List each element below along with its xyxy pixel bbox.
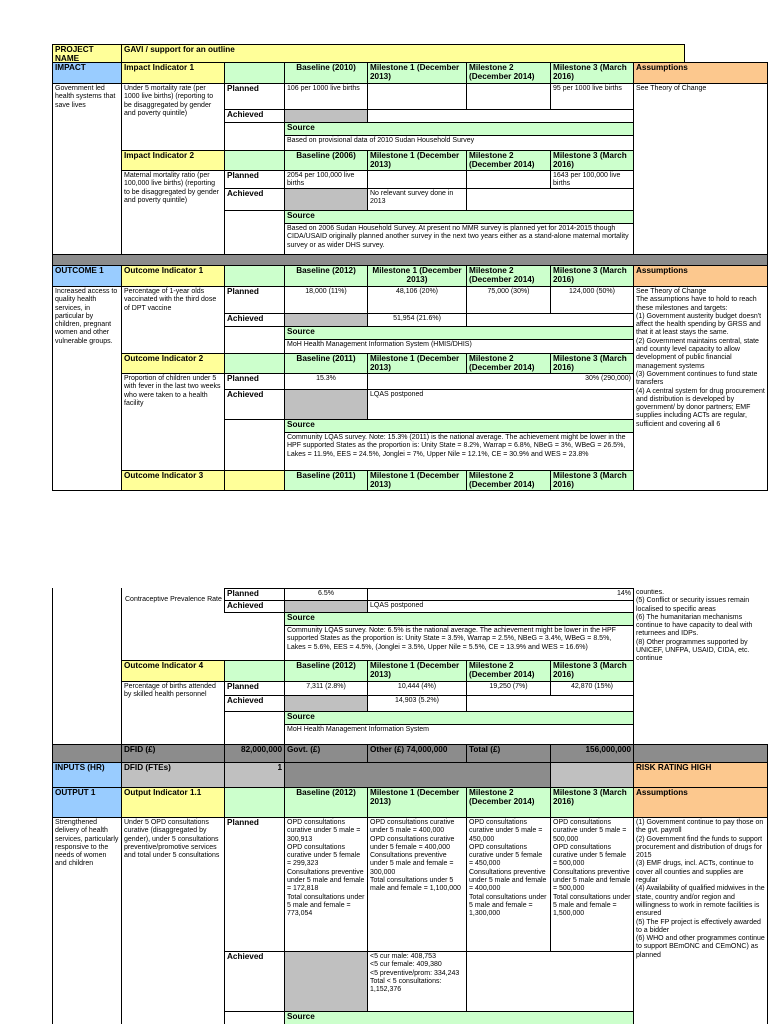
oi2-source-label: Source bbox=[284, 419, 634, 433]
assumptions-continued: counties. (5) Conflict or security issues remain localised to specific areas (6) The humanitarian mechanisms continue to have capacity to deal with returnees and IDPs. (8) Other programmes supported by UNICEF, UNFPA, USAID, CIDA, etc. continue bbox=[636, 589, 753, 663]
oi2-baseline: 15.3% bbox=[284, 373, 368, 390]
oi2-m1-achieved: LQAS postponed bbox=[367, 389, 634, 420]
oi1-header-m1: Milestone 1 (December 2013) bbox=[367, 265, 467, 287]
ii1-baseline: 106 per 1000 live births bbox=[284, 83, 368, 110]
output-label: OUTPUT 1 bbox=[52, 787, 122, 818]
cpr-m1-achieved: LQAS postponed bbox=[367, 600, 634, 613]
oi4-header-m2: Milestone 2 (December 2014) bbox=[466, 660, 551, 682]
col-line-a bbox=[121, 588, 122, 660]
govt-funding-label: Govt. (£) bbox=[284, 744, 368, 763]
outcome-statement: Increased access to quality health services, in particular by children, pregnant women and other vulnerable groups. bbox=[52, 286, 122, 491]
oi1-header-m3: Milestone 3 (March 2016) bbox=[550, 265, 634, 287]
ii1-m1 bbox=[367, 83, 467, 110]
oi1-planned-label: Planned bbox=[224, 286, 285, 314]
output-header-m2: Milestone 2 (December 2014) bbox=[466, 787, 551, 818]
oi4-header-m3: Milestone 3 (March 2016) bbox=[550, 660, 634, 682]
oi1-m2: 75,000 (30%) bbox=[466, 286, 551, 314]
impact-indicator-1-label: Impact Indicator 1 bbox=[121, 62, 225, 84]
output-source-blank bbox=[224, 1011, 285, 1024]
oi3-header-blank bbox=[224, 470, 285, 491]
oi1-m1-achieved: 51,954 (21.6%) bbox=[367, 313, 467, 327]
ii1-source-label: Source bbox=[284, 122, 634, 136]
impact-header-blank bbox=[224, 62, 285, 84]
ii1-achieved-baseline bbox=[284, 109, 368, 123]
ii2-header-baseline: Baseline (2006) bbox=[284, 150, 368, 171]
header-milestone-2: Milestone 2 (December 2014) bbox=[466, 62, 551, 84]
inputs-hr-label: INPUTS (HR) bbox=[52, 762, 122, 788]
output-header-m3: Milestone 3 (March 2016) bbox=[550, 787, 634, 818]
outcome-indicator-1-label: Outcome Indicator 1 bbox=[121, 265, 225, 287]
oi3-header-baseline: Baseline (2011) bbox=[284, 470, 368, 491]
oi2-header-m1: Milestone 1 (December 2013) bbox=[367, 353, 467, 374]
ii2-planned-label: Planned bbox=[224, 170, 285, 189]
funding-row-blank bbox=[52, 744, 122, 763]
ii1-achieved bbox=[367, 109, 634, 123]
project-name-value: GAVI / support for an outline bbox=[121, 44, 685, 63]
oi4-m1: 10,444 (4%) bbox=[367, 681, 467, 696]
funding-row-end bbox=[633, 744, 768, 763]
contraceptive-desc: Contraceptive Prevalence Rate bbox=[125, 596, 222, 603]
oi4-achieved-baseline bbox=[284, 695, 368, 712]
output-indicator-label: Output Indicator 1.1 bbox=[121, 787, 225, 818]
ii1-achieved-label: Achieved bbox=[224, 109, 285, 123]
output-assumptions-header: Assumptions bbox=[633, 787, 768, 818]
outcome-indicator-4-desc: Percentage of births attended by skilled health personnel bbox=[121, 681, 225, 745]
ii2-achieved-label: Achieved bbox=[224, 188, 285, 211]
output-achieved-label: Achieved bbox=[224, 951, 285, 1012]
oi4-planned-label: Planned bbox=[224, 681, 285, 696]
ii2-header-m1: Milestone 1 (December 2013) bbox=[367, 150, 467, 171]
oi4-m3: 42,870 (15%) bbox=[550, 681, 634, 696]
oi3-header-m1: Milestone 1 (December 2013) bbox=[367, 470, 467, 491]
ii1-planned-label: Planned bbox=[224, 83, 285, 110]
outcome-assumptions-header: Assumptions bbox=[633, 265, 768, 287]
oi2-planned-label: Planned bbox=[224, 373, 285, 390]
oi2-header-m3: Milestone 3 (March 2016) bbox=[550, 353, 634, 374]
ii2-m1 bbox=[367, 170, 467, 189]
output-baseline: OPD consultations curative under 5 male = 300,913 OPD consultations curative under 5 female = 299,323 Consultations preventive under 5 male and female = 172,818 Total consultations under 5 male and female = 773,054 bbox=[284, 817, 368, 952]
oi3-header-m3: Milestone 3 (March 2016) bbox=[550, 470, 634, 491]
impact-indicator-2-label: Impact Indicator 2 bbox=[121, 150, 225, 171]
ii2-header-m2: Milestone 2 (December 2014) bbox=[466, 150, 551, 171]
oi2-source-text: Community LQAS survey. Note: 15.3% (2011) is the national average. The achievement might be lower in the HPF supported States as the proportion is: Unity State = 8.2%, Warrap = 6.8%, NBeG = 3%, WBeG = 26.5%, Lakes = 11.9%, EES = 24.5%, Jonglei = 7%, Upper Nile = 12.1%, CE = 30.9% and WES = 23.8% bbox=[284, 432, 634, 471]
outcome-assumptions: See Theory of Change The assumptions have to hold to reach these milestones and targets: (1) Government austerity budget doesn't affect the health spending by GRSS and that it at least stays the same. (2) Government maintains central, state and county level capacity to allow development of public financial management systems (3) Government continues to fund state transfers (4) A central system for drug procurement and distribution is developed by government/ by donor partners; EMF supplies including ACTs are regular, sufficient and covering all 6 bbox=[633, 286, 768, 491]
output-statement: Strengthened delivery of health services, particularly responsive to the needs of women and children bbox=[52, 817, 122, 1024]
output-achieved-baseline bbox=[284, 951, 368, 1012]
oi2-achieved-baseline bbox=[284, 389, 368, 420]
oi1-m1: 48,106 (20%) bbox=[367, 286, 467, 314]
outcome-indicator-2-label: Outcome Indicator 2 bbox=[121, 353, 225, 374]
outcome-indicator-1-desc: Percentage of 1-year olds vaccinated with the third dose of DPT vaccine bbox=[121, 286, 225, 354]
dfid-funding-label: DFID (£) bbox=[121, 744, 225, 763]
impact-statement: Government led health systems that save lives bbox=[52, 83, 122, 255]
cpr-planned-label: Planned bbox=[224, 588, 285, 601]
total-funding-label: Total (£) bbox=[466, 744, 551, 763]
oi4-header-baseline: Baseline (2012) bbox=[284, 660, 368, 682]
ii1-source-text: Based on provisional data of 2010 Sudan Household Survey bbox=[284, 135, 634, 151]
dfid-funding-value: 82,000,000 bbox=[224, 744, 285, 763]
header-milestone-1: Milestone 1 (December 2013) bbox=[367, 62, 467, 84]
ii2-header-blank bbox=[224, 150, 285, 171]
header-assumptions: Assumptions bbox=[633, 62, 768, 84]
output-achieved-rest bbox=[466, 951, 634, 1012]
oi1-header-blank bbox=[224, 265, 285, 287]
impact-label: IMPACT bbox=[52, 62, 122, 84]
cpr-achieved-label: Achieved bbox=[224, 600, 285, 613]
oi1-achieved-baseline bbox=[284, 313, 368, 327]
oi4-header-blank bbox=[224, 660, 285, 682]
oi1-header-m2: Milestone 2 (December 2014) bbox=[466, 265, 551, 287]
ii2-m3: 1643 per 100,000 live births bbox=[550, 170, 634, 189]
oi2-m3: 30% (290,000) bbox=[367, 373, 634, 390]
outcome-indicator-2-desc: Proportion of children under 5 with fever in the last two weeks who were taken to a health facility bbox=[121, 373, 225, 471]
output-m3: OPD consultations curative under 5 male = 500,000 OPD consultations curative under 5 female = 500,000 Consultations preventive under 5 male and female = 500,000 Total consultations under 5 male and female = 1,500,000 bbox=[550, 817, 634, 952]
oi2-achieved-label: Achieved bbox=[224, 389, 285, 420]
oi4-baseline: 7,311 (2.8%) bbox=[284, 681, 368, 696]
inputs-row-blank bbox=[284, 762, 551, 788]
output-header-baseline: Baseline (2012) bbox=[284, 787, 368, 818]
dfid-ftes-label: DFID (FTEs) bbox=[121, 762, 225, 788]
total-funding-value: 156,000,000 bbox=[550, 744, 634, 763]
output-assumptions: (1) Government continue to pay those on the gvt. payroll (2) Government find the funds to support procurement and distribution of drugs for 2015 (3) EMF drugs, incl. ACTs, continue to cover all counties and supplies are regular (4) Availability of qualified midwives in the state, country and/or region and willingness to work in remote facilities is ensured (5) The FP project is effectively awarded to a bidder (6) WHO and other programmes continue to support BEmONC and CEmONC) as planned bbox=[633, 817, 768, 1024]
ii1-m3: 95 per 1000 live births bbox=[550, 83, 634, 110]
output-m1-achieved: <5 cur male: 408,753 <5 cur female: 409,380 <5 preventive/prom: 334,243 Total < 5 consultations: 1,152,376 bbox=[367, 951, 467, 1012]
output-planned-label: Planned bbox=[224, 817, 285, 952]
impact-indicator-1-desc: Under 5 mortality rate (per 1000 live births) (reporting to be disaggregated by gender and poverty quintile) bbox=[121, 83, 225, 151]
oi1-header-baseline: Baseline (2012) bbox=[284, 265, 368, 287]
ii2-m2 bbox=[466, 170, 551, 189]
ii2-baseline: 2054 per 100,000 live births bbox=[284, 170, 368, 189]
output-m2: OPD consultations curative under 5 male = 450,000 OPD consultations curative under 5 female = 450,000 Consultations preventive under 5 male and female = 400,000 Total consultations under 5 male and female = 1,300,000 bbox=[466, 817, 551, 952]
oi1-achieved-rest bbox=[466, 313, 634, 327]
ii2-achieved-baseline bbox=[284, 188, 368, 211]
oi4-achieved-label: Achieved bbox=[224, 695, 285, 712]
cpr-m3: 14% bbox=[367, 588, 634, 601]
cpr-baseline: 6.5% bbox=[284, 588, 368, 601]
risk-rating: RISK RATING HIGH bbox=[633, 762, 768, 788]
output-header-blank bbox=[224, 787, 285, 818]
output-indicator-desc: Under 5 OPD consultations curative (disaggregated by gender), under 5 consultations preventive/promotive services and total under 5 consultations bbox=[121, 817, 225, 1024]
outcome-label: OUTCOME 1 bbox=[52, 265, 122, 287]
outcome-indicator-3-label: Outcome Indicator 3 bbox=[121, 470, 225, 491]
impact-assumptions: See Theory of Change bbox=[633, 83, 768, 255]
output-source-label: Source bbox=[284, 1011, 634, 1024]
oi1-source-label: Source bbox=[284, 326, 634, 340]
oi2-header-baseline: Baseline (2011) bbox=[284, 353, 368, 374]
ii2-m1-achieved: No relevant survey done in 2013 bbox=[367, 188, 467, 211]
project-name-label: PROJECT NAME bbox=[52, 44, 122, 63]
header-milestone-3: Milestone 3 (March 2016) bbox=[550, 62, 634, 84]
oi4-source-label: Source bbox=[284, 711, 634, 725]
oi1-m3: 124,000 (50%) bbox=[550, 286, 634, 314]
oi4-source-text: MoH Health Management Information System bbox=[284, 724, 634, 745]
oi4-m2: 19,250 (7%) bbox=[466, 681, 551, 696]
ii2-header-m3: Milestone 3 (March 2016) bbox=[550, 150, 634, 171]
ii2-source-label: Source bbox=[284, 210, 634, 224]
oi4-m1-achieved: 14,903 (5.2%) bbox=[367, 695, 467, 712]
oi2-header-m2: Milestone 2 (December 2014) bbox=[466, 353, 551, 374]
oi1-source-text: MoH Health Management Information System (HMIS/DHIS) bbox=[284, 339, 634, 354]
cpr-source-text: Community LQAS survey. Note: 6.5% is the national average. The achievement might be lower in the HPF supported States as the proportion is: Unity State = 3.5%, Warrap = 2.5%, NBeG = 3.4%, WBeG = 8.5%, Lakes = 5.6%, EES = 4.5%, (Jonglei = 3.5%, Upper Nile = 5.5%, CE = 13.9% and WES = 16.6%) bbox=[284, 625, 634, 661]
dfid-ftes-value: 1 bbox=[224, 762, 285, 788]
ii2-achieved-rest bbox=[466, 188, 634, 211]
inputs-row-blank-2 bbox=[550, 762, 634, 788]
header-baseline-2010: Baseline (2010) bbox=[284, 62, 368, 84]
oi4-header-m1: Milestone 1 (December 2013) bbox=[367, 660, 467, 682]
output-m1: OPD consultations curative under 5 male = 400,000 OPD consultations curative under 5 female = 400,000 Consultations preventive under 5 male and female = 300,000 Total consultations under 5 male and female = 1,100,000 bbox=[367, 817, 467, 952]
ii2-source-text: Based on 2006 Sudan Household Survey. At present no MMR survey is planned yet for 2014-2015 though CIDA/USAID originally planned another survey in the next two years either as a stand-alone maternal mortality survey or as wider DHS survey. bbox=[284, 223, 634, 255]
cpr-source-label: Source bbox=[284, 612, 634, 626]
oi2-header-blank bbox=[224, 353, 285, 374]
oi1-achieved-label: Achieved bbox=[224, 313, 285, 327]
outcome-indicator-4-label: Outcome Indicator 4 bbox=[121, 660, 225, 682]
ii1-m2 bbox=[466, 83, 551, 110]
oi1-baseline: 18,000 (11%) bbox=[284, 286, 368, 314]
other-funding-label: Other (£) 74,000,000 bbox=[367, 744, 467, 763]
oi4-achieved-rest bbox=[466, 695, 634, 712]
oi3-header-m2: Milestone 2 (December 2014) bbox=[466, 470, 551, 491]
impact-indicator-2-desc: Maternal mortality ratio (per 100,000 live births) (reporting to be disaggregated by gender and poverty quintile) bbox=[121, 170, 225, 255]
output-header-m1: Milestone 1 (December 2013) bbox=[367, 787, 467, 818]
